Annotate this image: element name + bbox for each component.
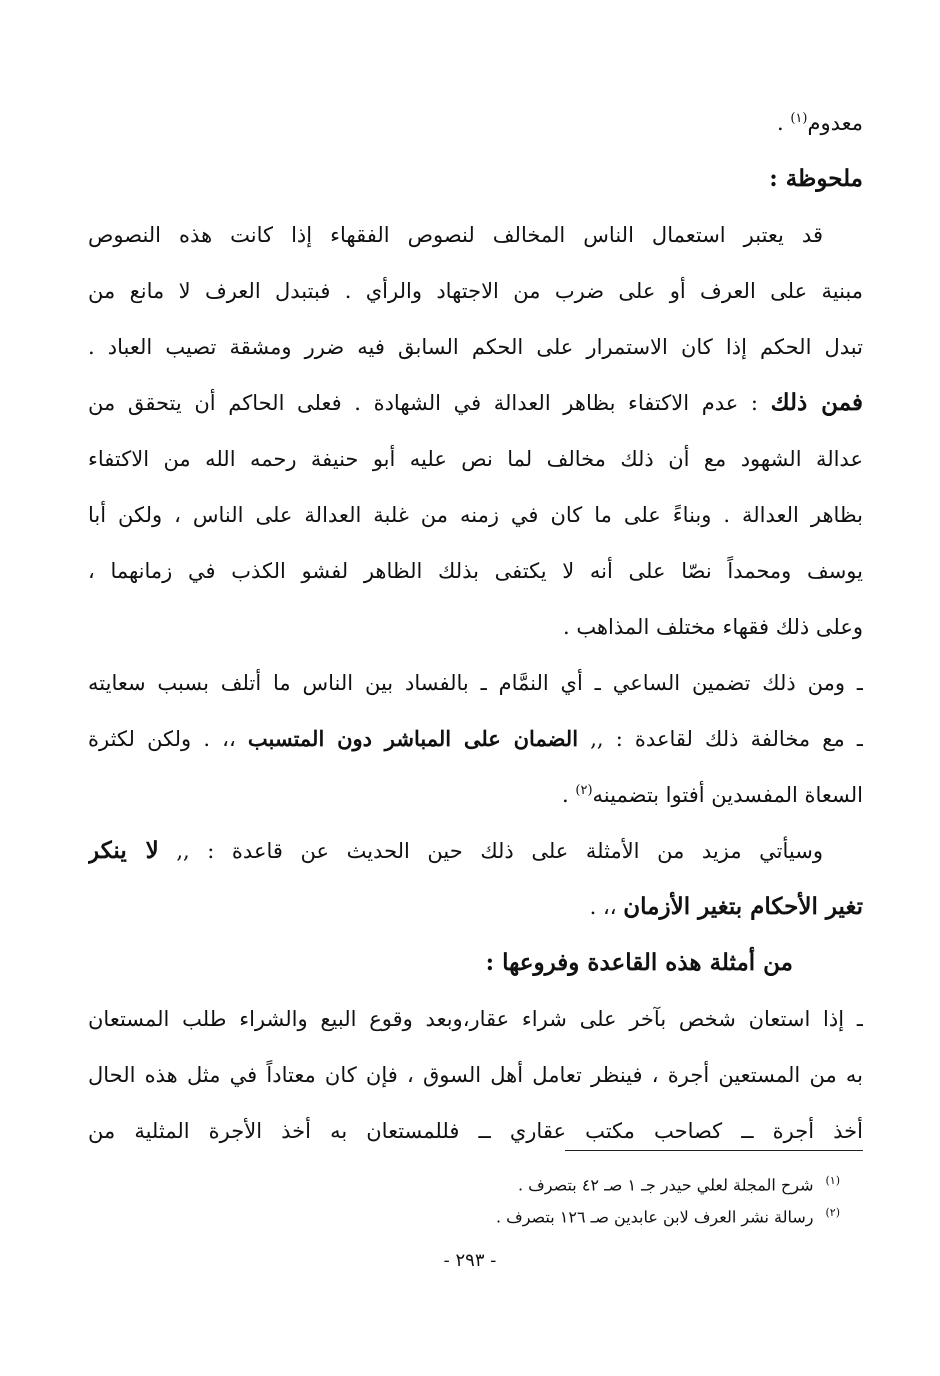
rule-name: الضمان على المباشر دون المتسبب — [247, 726, 579, 751]
body-line — [88, 375, 863, 431]
footnote-text: شرح المجلة لعلي حيدر جـ ١ صـ ٤٢ بتصرف . — [518, 1175, 814, 1195]
text-run: ،، . — [589, 895, 624, 919]
body-line — [88, 95, 863, 151]
body-line — [88, 767, 863, 823]
footnote-ref[interactable]: (١) — [790, 111, 808, 126]
body-line: تبدل الحكم إذا كان الاستمرار على الحكم السابق فيه ضرر ومشقة تصيب العباد . — [88, 335, 863, 359]
rule-name: تغير الأحكام بتغير الأزمان — [623, 893, 863, 920]
section-heading-examples: من أمثلة هذه القاعدة وفروعها : — [485, 949, 793, 976]
body-line: يوسف ومحمداً نصّا على أنه لا يكتفى بذلك الظاهر لفشو الكذب في زمانهما ، — [88, 559, 863, 583]
body-line: ـ ومن ذلك تضمين الساعي ـ أي النمَّام ـ بالفساد بين الناس ما أتلف بسبب سعايته — [88, 671, 863, 695]
rule-name: لا ينكر — [88, 837, 159, 864]
footnotes — [300, 1165, 840, 1229]
footnote-text: رسالة نشر العرف لابن عابدين صـ ١٢٦ بتصرف . — [495, 1207, 814, 1227]
text-run: معدوم — [807, 111, 863, 135]
footnote-divider — [565, 1150, 863, 1151]
text-run: ،، . ولكن لكثرة — [88, 727, 248, 751]
body-line: بظاهر العدالة . وبناءً على ما كان في زمنه من غلبة العدالة على الناس ، ولكن أبا — [88, 503, 863, 527]
body-line: أخذ أجرة ــ كصاحب مكتب عقاري ــ فللمستعان به أخذ الأجرة المثلية من — [88, 1119, 863, 1143]
footnote-number: (٢) — [825, 1206, 840, 1219]
text-run: وسيأتي مزيد من الأمثلة على ذلك حين الحديث عن قاعدة : ,, — [158, 839, 824, 863]
body-line: به من المستعين أجرة ، فينظر تعامل أهل السوق ، فإن كان معتاداً في مثل هذه الحال — [88, 1063, 863, 1087]
page-body — [88, 95, 863, 1159]
body-line: ـ إذا استعان شخص بآخر على شراء عقار،وبعد وقوع البيع والشراء طلب المستعان — [88, 1007, 863, 1031]
footnote — [300, 1165, 840, 1197]
text-run: : عدم الاكتفاء بظاهر العدالة في الشهادة . فعلى الحاكم أن يتحقق من — [88, 391, 771, 415]
bold-lead: فمن ذلك — [770, 389, 863, 416]
body-line: عدالة الشهود مع أن ذلك مخالف لما نص عليه أبو حنيفة رحمه الله من الاكتفاء — [88, 447, 863, 471]
body-line: وعلى ذلك فقهاء مختلف المذاهب . — [563, 615, 863, 639]
body-line — [88, 711, 863, 767]
footnote-number: (١) — [825, 1174, 840, 1187]
text-run: . — [562, 783, 576, 807]
body-line: قد يعتبر استعمال الناس المخالف لنصوص الفقهاء إذا كانت هذه النصوص — [88, 223, 823, 247]
text-run: ـ مع مخالفة ذلك لقاعدة : ,, — [578, 727, 863, 751]
footnote-ref[interactable]: (٢) — [575, 783, 593, 798]
page-number: - ٢٩٣ - — [443, 1250, 497, 1271]
body-line — [88, 879, 863, 935]
section-heading-note: ملحوظة : — [769, 165, 863, 192]
body-line — [88, 823, 863, 879]
text-run: . — [776, 111, 791, 135]
body-line: مبنية على العرف أو على ضرب من الاجتهاد والرأي . فبتبدل العرف لا مانع من — [88, 279, 863, 303]
footnote — [300, 1197, 840, 1229]
text-run: السعاة المفسدين أفتوا بتضمينه — [592, 783, 863, 807]
